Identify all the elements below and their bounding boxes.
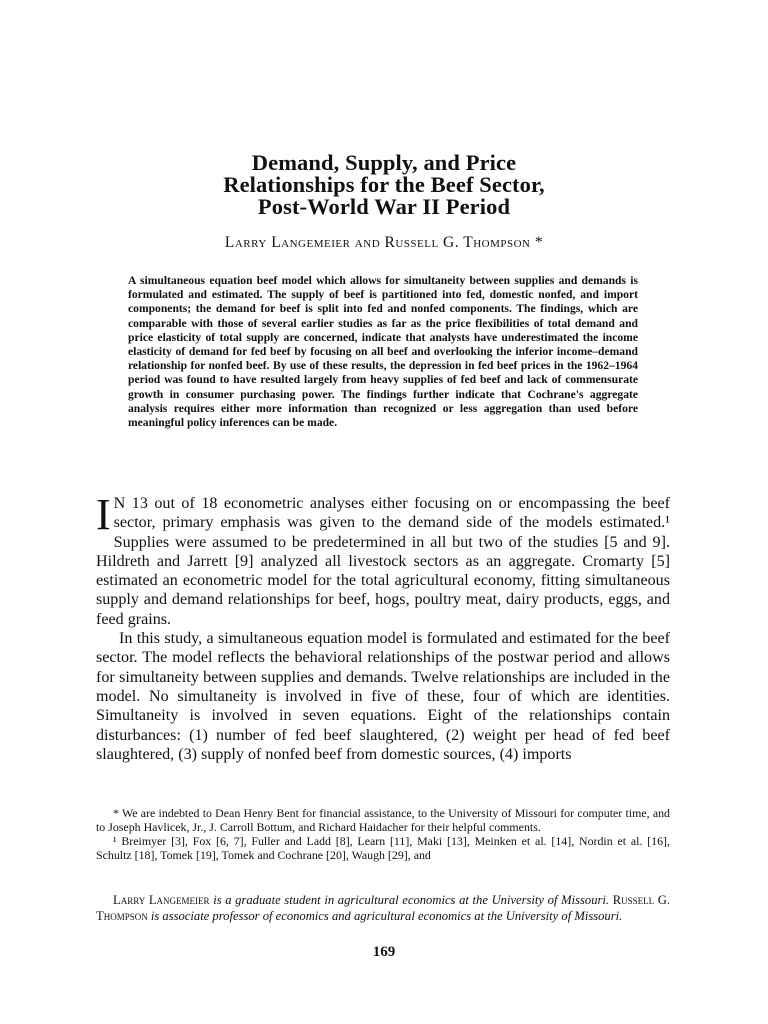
author-bio-text — [96, 892, 670, 924]
footnote-star: * We are indebted to Dean Henry Bent for financial assistance, to the University of Missouri for computer time, and to Joseph Havlicek, Jr., J. Carroll Bottum, and Richard Haidacher for their helpful comments. — [96, 806, 670, 834]
paragraph-1-text: N 13 out of 18 econometric analyses either focusing on or encompassing the beef sector, primary emphasis was given to the demand side of the models estimated.¹ Supplies were assumed to be predetermined in all but two of the studies [5 and 9]. Hildreth and Jarrett [9] analyzed all livestock sectors as an aggregate. Cromarty [5] estimated an econometric model for the total agricultural economy, fitting simultaneous supply and demand relationships for beef, hogs, poultry meat, dairy products, eggs, and feed grains. — [96, 495, 670, 628]
title-line-3: Post-World War II Period — [257, 194, 511, 219]
body-paragraph-1 — [96, 490, 670, 629]
author-byline: Larry Langemeier and Russell G. Thompson * — [224, 234, 544, 251]
page-number: 169 — [372, 944, 396, 960]
footnote-1: ¹ Breimyer [3], Fox [6, 7], Fuller and Ladd [8], Learn [11], Maki [13], Meinken et al. [14], Nordin et al. [16], Schultz [18], Tomek [19], Tomek and Cochrane [20], Waugh [29], and — [96, 834, 670, 862]
title-line-2: Relationships for the Beef Sector, — [223, 172, 545, 197]
bio-text-1: is a graduate student in agricultural economics at the University of Missouri. — [209, 893, 613, 907]
bio-text-2: is associate professor of economics and agricultural economics at the University of Missouri. — [147, 909, 623, 923]
title-line-1: Demand, Supply, and Price — [251, 150, 517, 175]
drop-cap: I — [96, 490, 111, 539]
abstract: A simultaneous equation beef model which allows for simultaneity between supplies and demands is formulated and estimated. The supply of beef is partitioned into fed, domestic nonfed, and import components; the demand for beef is split into fed and nonfed components. The findings, which are comparable with those of several earlier studies as far as the price flexibilities of total demand and price elasticity of total supply are concerned, indicate that analysts have underestimated the income elasticity of demand for fed beef by focusing on all beef and overlooking the inferior income–demand relationship for nonfed beef. By use of these results, the depression in fed beef prices in the 1962–1964 period was found to have resulted largely from heavy supplies of fed beef and lack of commensurate growth in consumer purchasing power. The findings further indicate that Cochrane's aggregate analysis requires either more information than recognized or less aggregation than used before meaningful policy inferences can be made. — [128, 274, 638, 430]
body-paragraph-2: In this study, a simultaneous equation model is formulated and estimated for the beef sector. The model reflects the behavioral relationships of the postwar period and allows for simultaneity between supplies and demands. Twelve relationships are included in the model. No simultaneity is involved in five of these, four of which are identities. Simultaneity is involved in seven equations. Eight of the relationships contain disturbances: (1) number of fed beef slaughtered, (2) weight per head of fed beef slaughtered, (3) supply of nonfed beef from domestic sources, (4) imports — [96, 630, 670, 763]
author-bio — [96, 892, 670, 924]
bio-name-1: Larry Langemeier — [113, 893, 210, 907]
bio-name-2: Russell G. Thompson — [96, 893, 670, 923]
article-title — [96, 152, 672, 218]
footnotes — [96, 806, 670, 862]
body-text — [96, 490, 670, 764]
